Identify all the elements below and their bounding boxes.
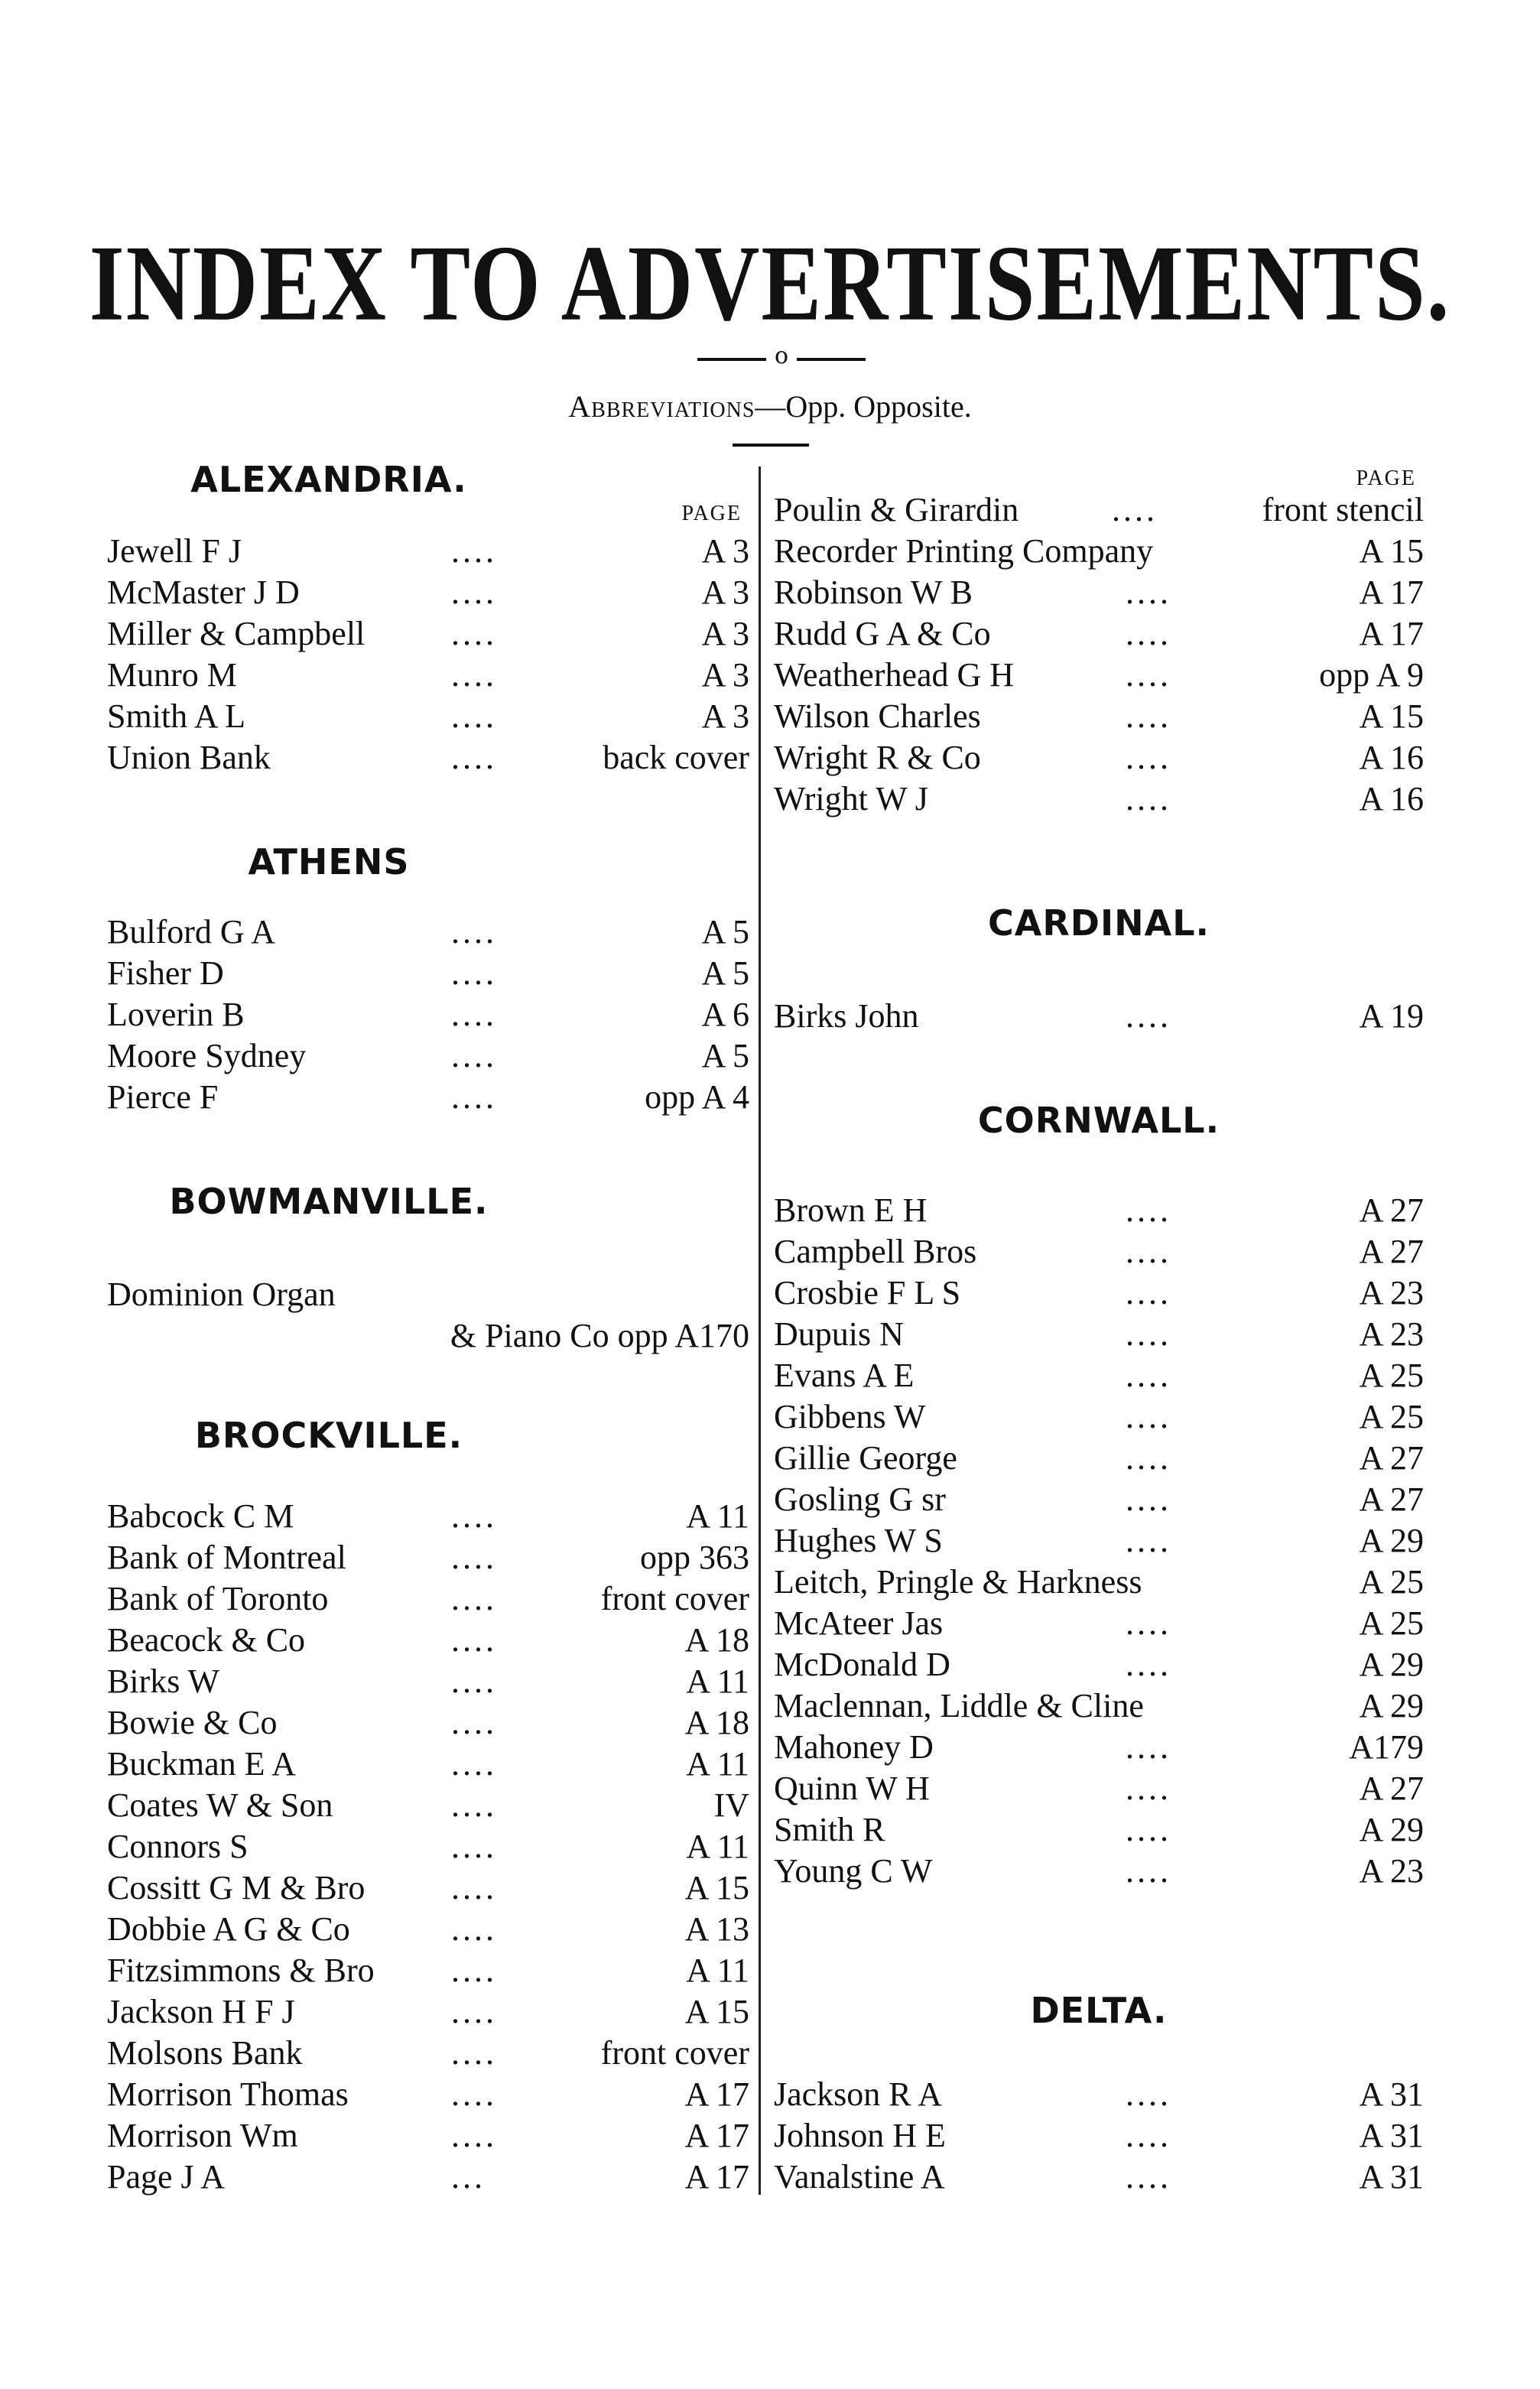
list-item: Fisher D .... A 5 xyxy=(107,954,749,992)
list-item: McMaster J D .... A 3 xyxy=(107,574,749,611)
heading-athens: ATHENS xyxy=(248,841,410,882)
list-item: Buckman E A .... A 11 xyxy=(107,1745,749,1783)
list-item: Mahoney D .... A179 xyxy=(774,1728,1424,1766)
list-item: Munro M .... A 3 xyxy=(107,656,749,694)
list-item: Coates W & Son .... IV xyxy=(107,1786,749,1824)
abbreviations-label: Abbreviations xyxy=(568,389,755,424)
list-item: & Piano Co opp A170 xyxy=(450,1317,749,1354)
list-item: Dominion Organ xyxy=(107,1276,336,1313)
list-item: Bowie & Co .... A 18 xyxy=(107,1704,749,1741)
page-label-left: PAGE xyxy=(681,502,742,525)
page-label-right: PAGE xyxy=(1356,466,1416,490)
list-item: Crosbie F L S .... A 23 xyxy=(774,1274,1424,1312)
heading-delta: DELTA. xyxy=(1030,1990,1168,2031)
list-item: Wright W J .... A 16 xyxy=(774,780,1424,817)
list-item: Jackson R A .... A 31 xyxy=(774,2075,1424,2113)
list-item: Maclennan, Liddle & Cline A 29 xyxy=(774,1687,1424,1724)
list-item: McDonald D .... A 29 xyxy=(774,1646,1424,1683)
list-item: McAteer Jas .... A 25 xyxy=(774,1604,1424,1642)
list-item: Gosling G sr .... A 27 xyxy=(774,1481,1424,1518)
list-item: Recorder Printing Company A 15 xyxy=(774,532,1424,570)
list-item: Evans A E .... A 25 xyxy=(774,1357,1424,1394)
list-item: Page J A ... A 17 xyxy=(107,2158,749,2196)
list-item: Loverin B .... A 6 xyxy=(107,996,749,1033)
list-item: Leitch, Pringle & Harkness A 25 xyxy=(774,1563,1424,1601)
heading-alexandria: ALEXANDRIA. xyxy=(190,459,467,500)
list-item: Morrison Thomas .... A 17 xyxy=(107,2075,749,2113)
list-item: Jackson H F J .... A 15 xyxy=(107,1993,749,2030)
list-item: Molsons Bank .... front cover xyxy=(107,2034,749,2072)
list-item: Quinn W H .... A 27 xyxy=(774,1770,1424,1807)
list-item: Wilson Charles .... A 15 xyxy=(774,697,1424,735)
list-item: Smith A L .... A 3 xyxy=(107,697,749,735)
heading-cardinal: CARDINAL. xyxy=(988,902,1210,944)
abbreviations-text: —Opp. Opposite. xyxy=(755,389,972,424)
list-item: Bank of Montreal .... opp 363 xyxy=(107,1539,749,1576)
list-item: Jewell F J .... A 3 xyxy=(107,532,749,570)
list-item: Beacock & Co .... A 18 xyxy=(107,1621,749,1659)
list-item: Birks W .... A 11 xyxy=(107,1663,749,1700)
list-item: Smith R .... A 29 xyxy=(774,1811,1424,1848)
ornament-rule-right xyxy=(797,358,866,361)
list-item: Wright R & Co .... A 16 xyxy=(774,739,1424,776)
list-item: Poulin & Girardin .... front stencil xyxy=(774,491,1424,528)
list-item: Robinson W B .... A 17 xyxy=(774,574,1424,611)
ornament-rule-left xyxy=(697,358,766,361)
list-item: Babcock C M .... A 11 xyxy=(107,1497,749,1535)
list-item: Young C W .... A 23 xyxy=(774,1852,1424,1890)
list-item: Rudd G A & Co .... A 17 xyxy=(774,615,1424,652)
list-item: Weatherhead G H .... opp A 9 xyxy=(774,656,1424,694)
list-item: Union Bank .... back cover xyxy=(107,739,749,776)
list-item: Connors S .... A 11 xyxy=(107,1828,749,1865)
list-item: Fitzsimmons & Bro .... A 11 xyxy=(107,1952,749,1989)
heading-cornwall: CORNWALL. xyxy=(977,1100,1220,1141)
list-item: Brown E H .... A 27 xyxy=(774,1191,1424,1229)
list-item: Dobbie A G & Co .... A 13 xyxy=(107,1910,749,1948)
list-item: Campbell Bros .... A 27 xyxy=(774,1233,1424,1270)
abbreviations-line xyxy=(0,388,1540,424)
list-item: Hughes W S .... A 29 xyxy=(774,1522,1424,1559)
list-item: Moore Sydney .... A 5 xyxy=(107,1037,749,1074)
header-rule xyxy=(733,444,809,447)
list-item: Birks John .... A 19 xyxy=(774,997,1424,1035)
list-item: Cossitt G M & Bro .... A 15 xyxy=(107,1869,749,1906)
list-item: Vanalstine A .... A 31 xyxy=(774,2158,1424,2196)
column-divider xyxy=(759,466,761,2195)
list-item: Dupuis N .... A 23 xyxy=(774,1315,1424,1353)
heading-bowmanville: BOWMANVILLE. xyxy=(169,1181,489,1222)
list-item: Bank of Toronto .... front cover xyxy=(107,1580,749,1617)
list-item: Pierce F .... opp A 4 xyxy=(107,1078,749,1116)
ornament-circle: o xyxy=(774,343,789,369)
page-title: INDEX TO ADVERTISEMENTS. xyxy=(89,223,1451,343)
list-item: Bulford G A .... A 5 xyxy=(107,913,749,951)
list-item: Johnson H E .... A 31 xyxy=(774,2117,1424,2154)
list-item: Miller & Campbell .... A 3 xyxy=(107,615,749,652)
list-item: Gillie George .... A 27 xyxy=(774,1439,1424,1477)
list-item: Gibbens W .... A 25 xyxy=(774,1398,1424,1435)
heading-brockville: BROCKVILLE. xyxy=(194,1415,463,1456)
list-item: Morrison Wm .... A 17 xyxy=(107,2117,749,2154)
title-ornament xyxy=(697,343,866,370)
